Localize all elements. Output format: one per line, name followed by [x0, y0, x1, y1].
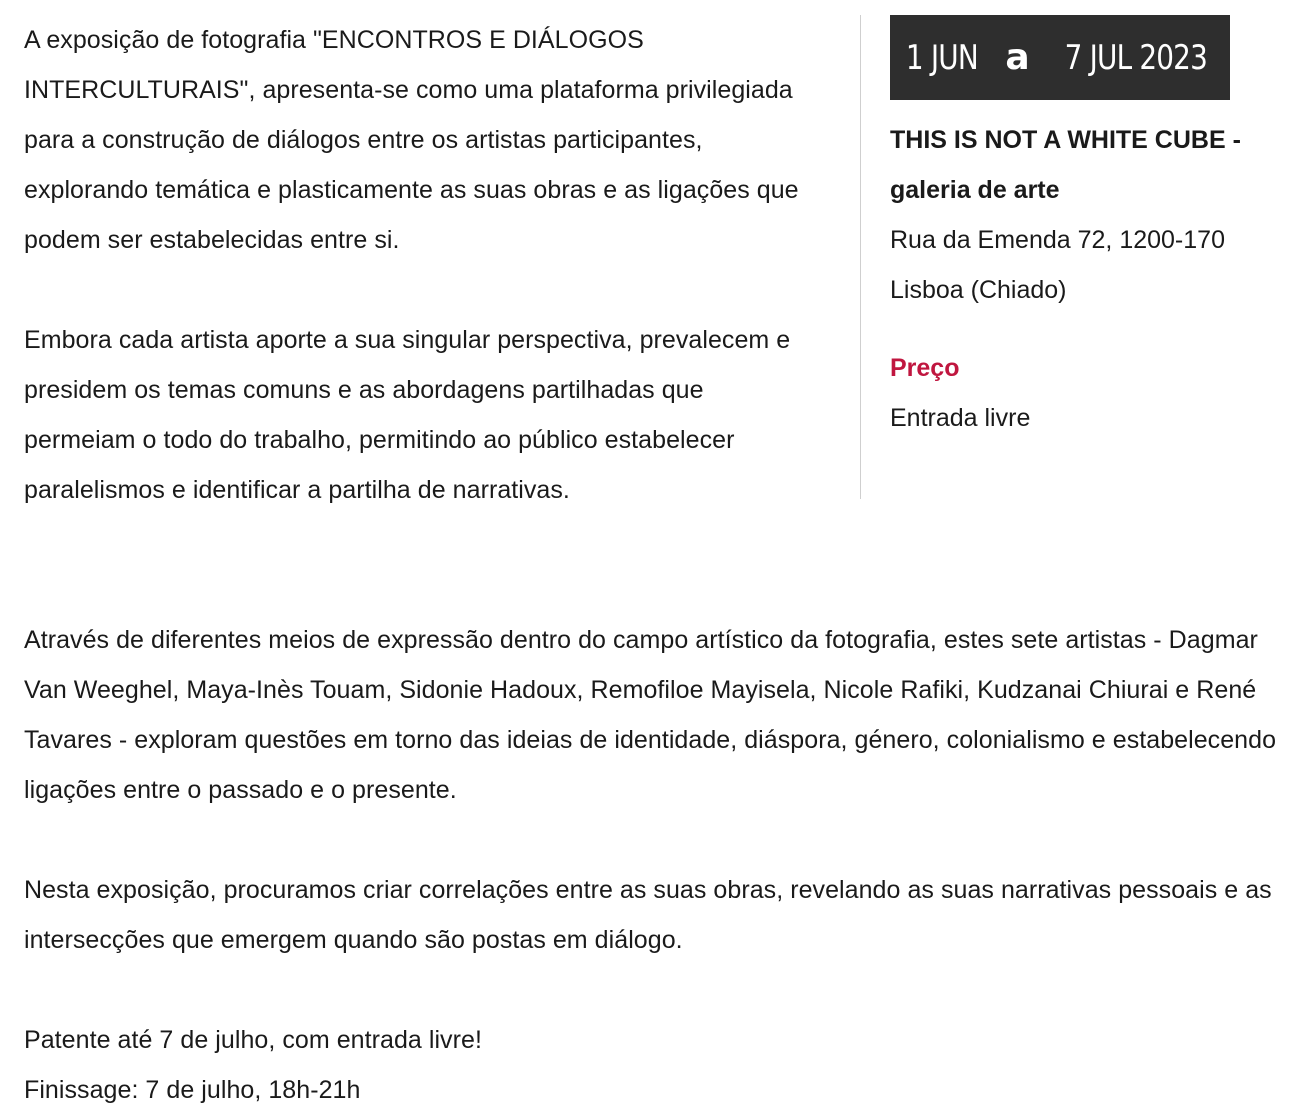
date-end: 7 JUL 2023 [1064, 37, 1207, 78]
schedule-line-open: Patente até 7 de julho, com entrada livre! [24, 1026, 482, 1054]
description-paragraph: Através de diferentes meios de expressão dentro do campo artístico da fotografia, estes sete artistas - Dagmar Van Weeghel, Maya-Inès Touam, Sidonie Hadoux, Remofiloe Mayisela, Nicole Rafiki, Kudzanai Chiurai e René Tavares - exploram questões em torno das ideias de identidade, diáspora, género, colonialismo e estabelecendo ligações entre o passado e o presente. [24, 626, 1277, 804]
description-paragraph: Nesta exposição, procuramos criar correlações entre as suas obras, revelando as suas narrativas pessoais e as intersecções que emergem quando são postas em diálogo. [24, 876, 1272, 954]
venue-address: Rua da Emenda 72, 1200-170 Lisboa (Chiado) [890, 226, 1225, 304]
date-range-badge [890, 15, 1230, 100]
sidebar-divider [860, 15, 861, 499]
date-start: 1 JUN [905, 37, 978, 78]
venue-name: THIS IS NOT A WHITE CUBE - galeria de arte [890, 126, 1241, 204]
price-value: Entrada livre [890, 404, 1031, 432]
description-paragraph: A exposição de fotografia "ENCONTROS E DIÁLOGOS INTERCULTURAIS", apresenta-se como uma plataforma privilegiada para a construção de diálogos entre os artistas participantes, explorando temática e plasticamente as suas obras e as ligações que podem ser estabelecidas entre si. [24, 26, 799, 254]
schedule-info [24, 1015, 1304, 1115]
price-label: Preço [890, 354, 960, 382]
schedule-line-finissage: Finissage: 7 de julho, 18h-21h [24, 1076, 361, 1104]
description-paragraph: Embora cada artista aporte a sua singular perspectiva, prevalecem e presidem os temas comuns e as abordagens partilhadas que permeiam o todo do trabalho, permitindo ao público estabelecer paralelismos e identificar a partilha de narrativas. [24, 326, 791, 504]
date-separator: a [1005, 37, 1029, 78]
